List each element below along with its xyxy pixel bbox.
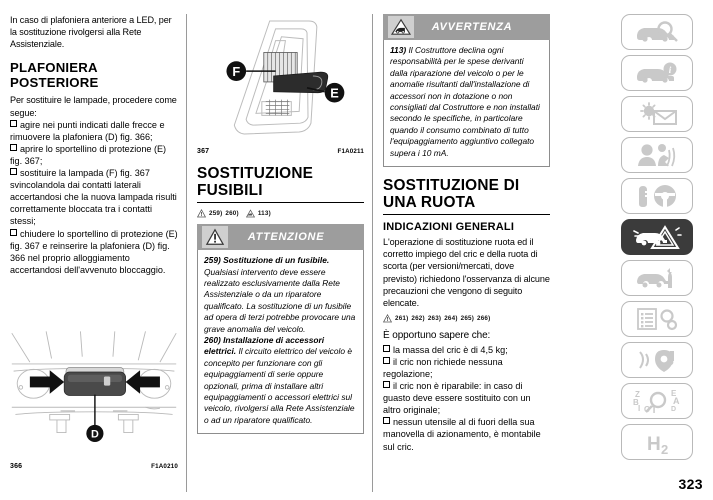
avvertenza-title: AVVERTENZA: [431, 21, 513, 33]
column-one: [0, 14, 186, 492]
figure-367: [197, 14, 364, 155]
square-bullet-icon: [10, 229, 17, 236]
figure-367-caption: [197, 148, 364, 155]
svg-text:D: D: [671, 406, 677, 413]
square-bullet-icon: [383, 357, 390, 364]
list-item: [383, 416, 550, 452]
list-item: [10, 119, 178, 143]
svg-text:A: A: [673, 396, 680, 406]
section-title-ruota-line1: SOSTITUZIONE DI: [383, 177, 520, 195]
airbag-person-icon: [634, 142, 680, 168]
attenzione-item-text: Qualsiasi intervento deve essere realizzato esclusivamente dalla Rete Assistenziale o da un riparatore qualificato. La sostituzione di un fusibile ad opera di terzi potrebbe provocare una grave anomalia del veicolo.: [204, 266, 356, 334]
tab-conoscenza-plancia[interactable]: [621, 55, 693, 91]
tab-idrogeno[interactable]: [621, 424, 693, 460]
list-item: [10, 167, 178, 227]
square-bullet-icon: [383, 345, 390, 352]
warning-triangle-icon: [383, 314, 392, 323]
attenzione-item: [204, 255, 357, 335]
list-item-label: il cric non è riparabile: in caso di guasto deve essere sostituito con un altro originale;: [383, 381, 531, 416]
attenzione-item-title: Sostituzione di un fusibile.: [223, 255, 330, 266]
reference-numbers-row: [197, 209, 364, 218]
sun-envelope-icon: [634, 102, 680, 126]
list-item-label: agire nei punti indicati dalle frecce e rimuovere la plafoniera (D) fig. 366;: [10, 119, 165, 142]
svg-text:i: i: [668, 65, 672, 75]
avvertenza-body: [383, 40, 550, 167]
page-number: 323: [678, 476, 703, 492]
svg-text:B: B: [633, 398, 639, 407]
square-bullet-icon: [383, 417, 390, 424]
warning-ref: 265): [460, 314, 475, 322]
list-item: [383, 380, 550, 416]
tab-avviamento-guida[interactable]: [621, 178, 693, 214]
figure-367-callout-F: F: [232, 64, 241, 80]
square-bullet-icon: [10, 144, 17, 151]
warning-ref: 259): [209, 210, 223, 218]
warning-ref: 260): [225, 210, 239, 218]
avvertenza-item-num: 113): [390, 45, 407, 55]
warning-ref: 263): [427, 314, 442, 322]
figure-366-callout-D: D: [90, 428, 99, 441]
avvertenza-item-text: Il Costruttore declina ogni responsabilità per le spese derivanti dalla riparazione del veicolo o per le anomalie risultanti dall'installazione di accessori non in dotazione o non consigliati dal Costruttore e non installati secondo le specifiche, in particolare quando il consumo combinato di tutto l'equipaggiamento aggiuntivo collegato supera i 10 mA.: [390, 45, 540, 158]
figure-367-number: 367: [197, 148, 210, 155]
svg-text:I: I: [638, 404, 641, 413]
svg-text:E: E: [671, 389, 677, 398]
tab-emergenza[interactable]: [621, 219, 693, 255]
warning-triangle-icon: [197, 209, 206, 218]
warning-ref: 264): [444, 314, 458, 322]
warning-triangle-icon: [202, 226, 228, 248]
square-bullet-icon: [10, 120, 17, 127]
indicazioni-paragraph: L'operazione di sostituzione ruota ed il corretto impiego del cric e della ruota di scorta (per versioni/mercati, dove previsto) richiedono l'osservanza di alcune precauzioni che vengono di seguito elencate.: [383, 237, 550, 308]
car-wrench-icon: [634, 266, 680, 290]
multimedia-icon: [634, 348, 680, 372]
tab-indice-alfabetico[interactable]: [621, 383, 693, 419]
list-item-label: il cric non richiede nessuna regolazione;: [383, 356, 503, 379]
list-item-label: sostituire la lampada (F) fig. 367 svincolandola dai contatti laterali accertandosi che la nuova lampada risulti correttamente bloccata tra i contatti stessi;: [10, 168, 177, 227]
square-bullet-icon: [10, 168, 17, 175]
page-title-plafoniera-line2: POSTERIORE: [10, 74, 99, 90]
list-item: [383, 344, 550, 356]
warning-ref: 261): [395, 314, 409, 322]
notice-ref: 113): [257, 210, 271, 218]
attenzione-header: [197, 224, 364, 250]
section-title-fusibili-line1: SOSTITUZIONE: [197, 165, 314, 182]
figure-367-callout-E: E: [330, 85, 339, 101]
figure-366-code: F1A0210: [151, 463, 178, 470]
warning-ref: 262): [411, 314, 425, 322]
key-steeringwheel-icon: [634, 184, 680, 208]
avvertenza-header: [383, 14, 550, 40]
tab-multimedia[interactable]: [621, 342, 693, 378]
avvertenza-item: [390, 45, 543, 159]
svg-text:H: H: [647, 434, 661, 455]
list-item-label: nessun utensile al di fuori della sua manovella di azionamento, è montabile sul cric.: [383, 417, 541, 452]
warning-refs: [209, 210, 239, 217]
attenzione-item-num: 259): [204, 255, 221, 266]
list-gears-icon: [634, 307, 680, 331]
svg-text:Z: Z: [635, 390, 640, 399]
title-underline: [197, 202, 364, 203]
intro-paragraph: In caso di plafoniera anteriore a LED, per la sostituzione rivolgersi alla Rete Assistenziale.: [10, 15, 172, 50]
svg-text:C: C: [644, 405, 650, 414]
svg-text:2: 2: [661, 442, 669, 455]
tab-conoscenza-vettura[interactable]: [621, 14, 693, 50]
list-item-label: chiudere lo sportellino di protezione (E) fig. 367 e reinserire la plafoniera (D) fig. 366 nel proprio alloggiamento accertandosi dell'avvenuto bloccaggio.: [10, 228, 178, 275]
tab-sicurezza[interactable]: [621, 96, 693, 132]
title-underline: [383, 214, 550, 215]
section-title-fusibili-line2: FUSIBILI: [197, 181, 263, 199]
column-two: [186, 14, 372, 492]
list-item-label: la massa del cric è di 4,5 kg;: [393, 344, 508, 355]
page-title-plafoniera-line1: PLAFONIERA: [10, 60, 98, 76]
attenzione-box: [197, 224, 364, 434]
opportuno-lead: È opportuno sapere che:: [383, 329, 491, 341]
tab-dati-tecnici[interactable]: [621, 301, 693, 337]
figure-366-graphic: [10, 325, 178, 457]
warning-ref: 266): [477, 314, 491, 322]
figure-366: [10, 325, 178, 470]
attenzione-body: [197, 250, 364, 434]
square-bullet-icon: [383, 381, 390, 388]
attenzione-item-text: Il circuito elettrico del veicolo è concepito per funzionare con gli equipaggiamenti di serie oppure opzionali, prima di installare altri equipaggiamenti o accessori elettrici sul veicolo, rivolgersi alla Rete Assistenziale o ad un riparatore qualificato.: [204, 346, 355, 425]
notice-refs: [258, 210, 271, 217]
list-item: [383, 356, 550, 380]
attenzione-item-title: Installazione di accessori elettrici.: [204, 335, 325, 357]
column-three: [372, 14, 558, 492]
subsection-title-indicazioni: INDICAZIONI GENERALI: [383, 221, 515, 234]
car-breakdown-triangle-icon: [632, 224, 682, 250]
chapter-tabs-sidebar: [613, 0, 713, 500]
list-item-label: aprire lo sportellino di protezione (E) fig. 367;: [10, 143, 167, 166]
tab-sicurezza-passeggeri[interactable]: [621, 137, 693, 173]
car-info-icon: [634, 61, 680, 85]
list-item: [10, 228, 178, 276]
figure-366-number: 366: [10, 463, 23, 470]
car-damage-icon: [246, 209, 255, 218]
plafoniera-lead: Per sostituire le lampade, procedere come segue:: [10, 95, 177, 118]
svg-text:T: T: [651, 405, 658, 414]
attenzione-title: ATTENZIONE: [247, 231, 325, 244]
alphabet-magnifier-icon: [631, 388, 683, 414]
reference-numbers-row: [383, 314, 550, 323]
section-title-ruota-line2: UNA RUOTA: [383, 193, 476, 211]
warning-refs: [395, 315, 490, 322]
figure-367-graphic: [197, 14, 364, 142]
car-magnifier-icon: [634, 20, 680, 44]
list-item: [10, 143, 178, 167]
figure-366-caption: [10, 463, 178, 470]
attenzione-item-num: 260): [204, 335, 221, 346]
car-damage-icon: [388, 16, 414, 38]
tab-manutenzione-cura[interactable]: [621, 260, 693, 296]
h2-icon: [634, 429, 680, 455]
avvertenza-box: [383, 14, 550, 167]
figure-367-code: F1A0211: [337, 148, 364, 155]
attenzione-item: [204, 335, 357, 426]
